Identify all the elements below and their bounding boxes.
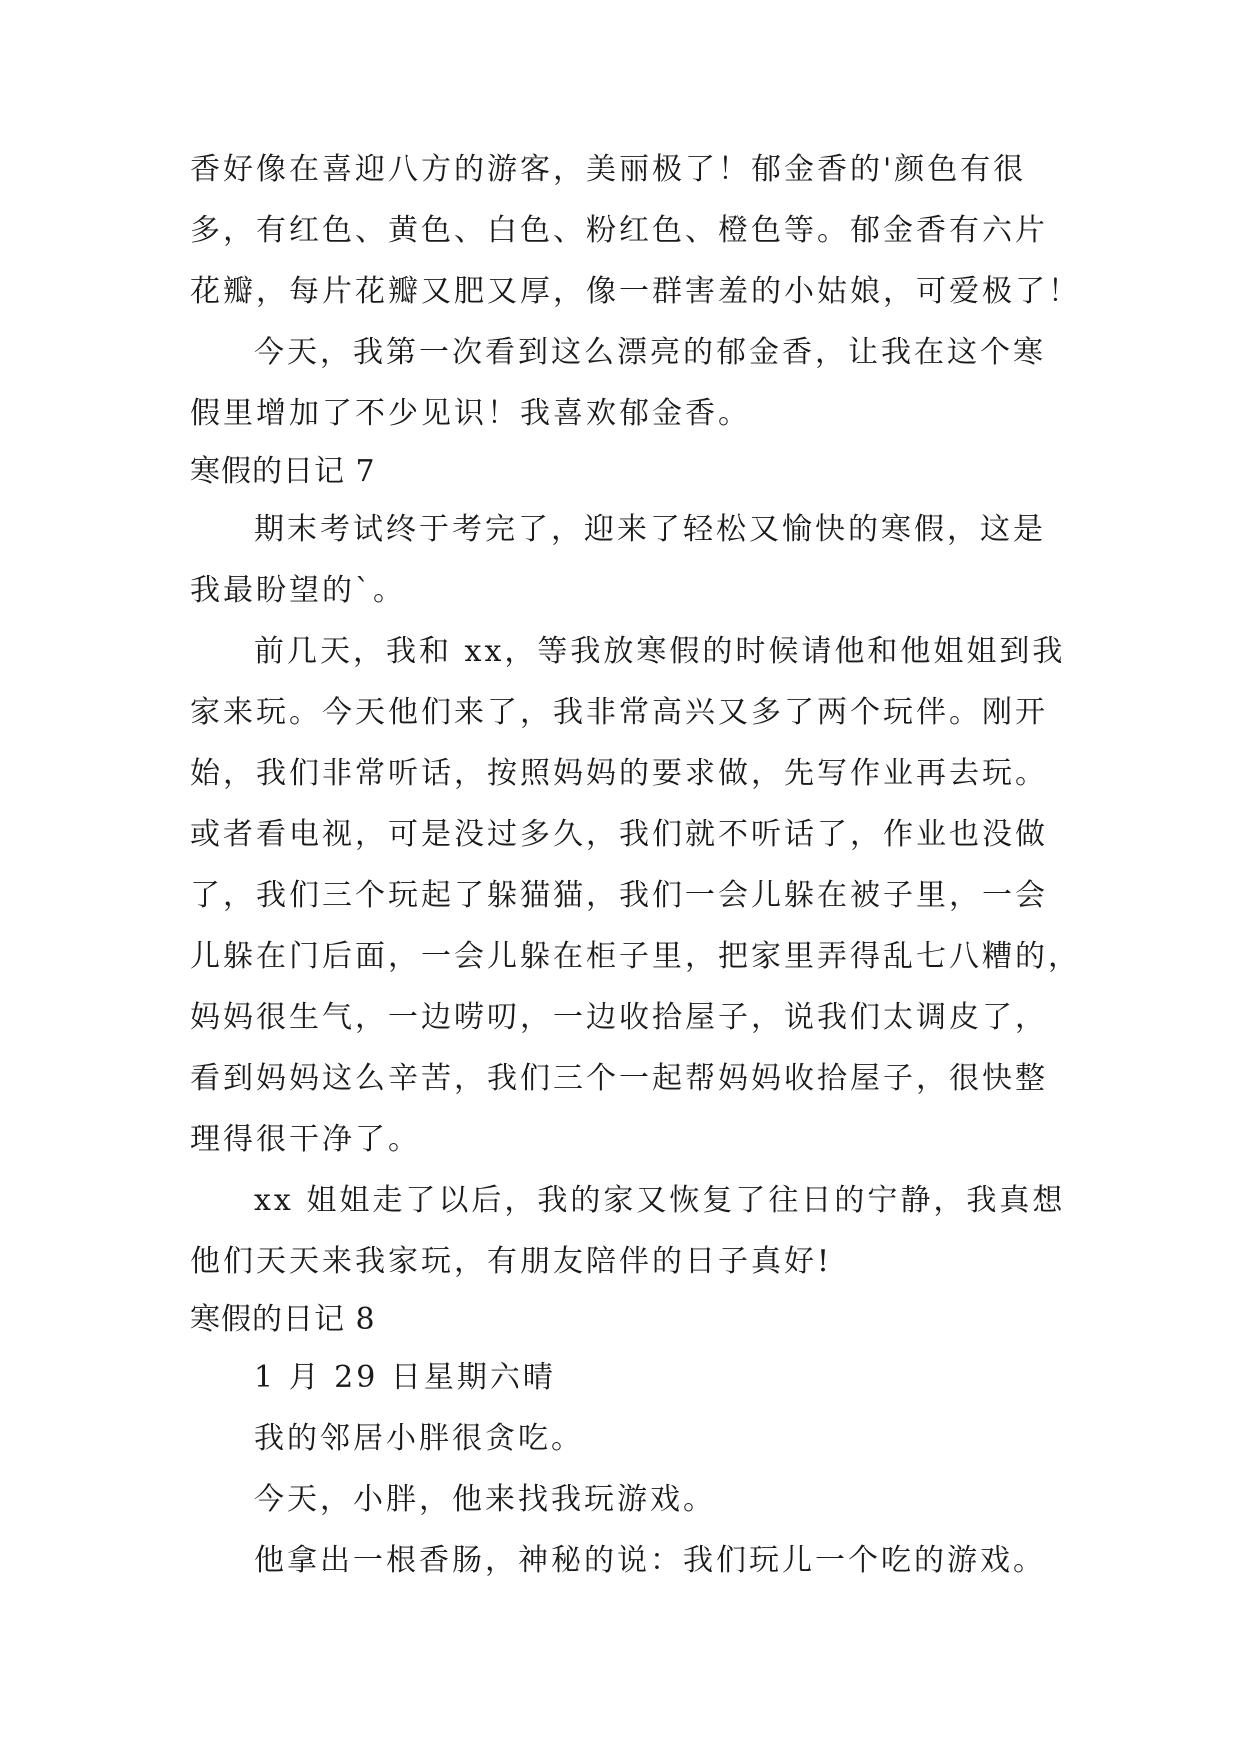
paragraph-line: 期末考试终于考完了，迎来了轻松又愉快的寒假，这是 [254, 512, 1046, 547]
paragraph-line: 今天，我第一次看到这么漂亮的郁金香，让我在这个寒 [254, 335, 1046, 370]
paragraph-line: 我的邻居小胖很贪吃。 [254, 1421, 584, 1456]
paragraph-line: xx 姐姐走了以后，我的家又恢复了往日的宁静，我真想 [254, 1183, 1066, 1218]
section-heading: 寒假的日记 8 [190, 1302, 376, 1337]
section-heading: 寒假的日记 7 [190, 454, 376, 489]
paragraph-line: 或者看电视，可是没过多久，我们就不听话了，作业也没做 [190, 817, 1048, 852]
paragraph-line: 妈妈很生气，一边唠叨，一边收拾屋子，说我们太调皮了， [190, 1000, 1048, 1035]
paragraph-line: 他们天天来我家玩，有朋友陪伴的日子真好! [190, 1244, 833, 1279]
paragraph-line: 多，有红色、黄色、白色、粉红色、橙色等。郁金香有六片 [190, 213, 1048, 248]
paragraph-line: 家来玩。今天他们来了，我非常高兴又多了两个玩伴。刚开 [190, 695, 1048, 730]
paragraph-line: 始，我们非常听话，按照妈妈的要求做，先写作业再去玩。 [190, 756, 1048, 791]
paragraph-line: 理得很干净了。 [190, 1122, 421, 1157]
paragraph-line: 假里增加了不少见识！我喜欢郁金香。 [190, 396, 751, 431]
paragraph-line: 我最盼望的`。 [190, 573, 406, 608]
paragraph-line: 前几天，我和 xx，等我放寒假的时候请他和他姐姐到我 [254, 634, 1066, 669]
paragraph-line: 看到妈妈这么辛苦，我们三个一起帮妈妈收拾屋子，很快整 [190, 1061, 1048, 1096]
date-line: 1 月 29 日星期六晴 [254, 1360, 556, 1395]
paragraph-line: 香好像在喜迎八方的游客，美丽极了！郁金香的'颜色有很 [190, 152, 1027, 187]
paragraph-line: 了，我们三个玩起了躲猫猫，我们一会儿躲在被子里，一会 [190, 878, 1048, 913]
paragraph-line: 花瓣，每片花瓣又肥又厚，像一群害羞的小姑娘，可爱极了！ [190, 274, 1081, 309]
paragraph-line: 他拿出一根香肠，神秘的说：我们玩儿一个吃的游戏。 [254, 1543, 1046, 1578]
paragraph-line: 今天，小胖，他来找我玩游戏。 [254, 1482, 716, 1517]
paragraph-line: 儿躲在门后面，一会儿躲在柜子里，把家里弄得乱七八糟的， [190, 939, 1081, 974]
